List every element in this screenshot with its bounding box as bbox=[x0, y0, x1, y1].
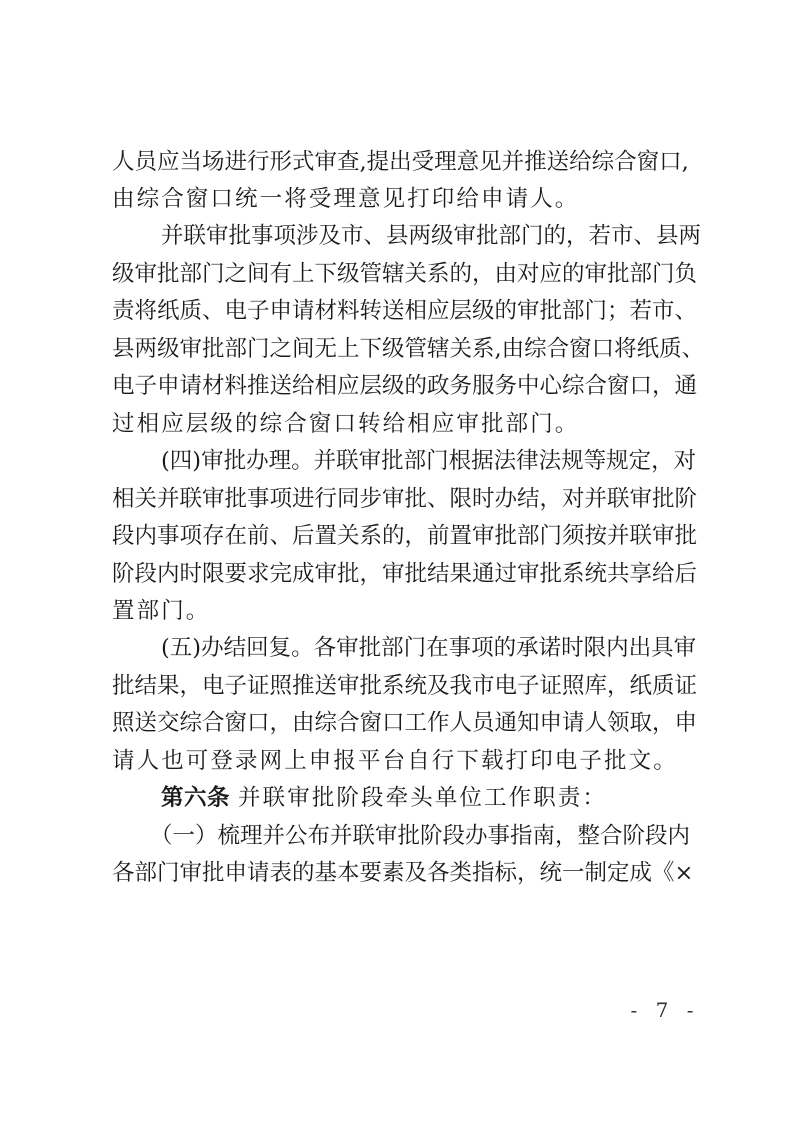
section-5-first-line bbox=[161, 633, 697, 663]
text-line: 责将纸质、电子申请材料转送相应层级的审批部门；若市、 bbox=[112, 298, 698, 324]
section-label: (四) bbox=[161, 448, 202, 474]
article-label: 第六条 bbox=[161, 785, 231, 811]
text-line: 过相应层级的综合窗口转给相应审批部门。 bbox=[112, 411, 580, 437]
text-span: 审批办理。并联审批部门根据法律法规等规定，对 bbox=[201, 448, 697, 474]
text-line: 级审批部门之间有上下级管辖关系的，由对应的审批部门负 bbox=[112, 261, 698, 287]
text-span: 并联审批阶段牵头单位工作职责： bbox=[238, 785, 608, 811]
text-line: 照送交综合窗口，由综合窗口工作人员通知申请人领取，申 bbox=[112, 710, 698, 736]
text-line: 段内事项存在前、后置关系的，前置审批部门须按并联审批 bbox=[112, 523, 698, 549]
text-line: 并联审批事项涉及市、县两级审批部门的，若市、县两 bbox=[161, 223, 702, 249]
text-line: 相关并联审批事项进行同步审批、限时办结，对并联审批阶 bbox=[112, 486, 698, 512]
text-span: 梳理并公布并联审批阶段办事指南，整合阶段内 bbox=[217, 823, 691, 849]
text-line: 县两级审批部门之间无上下级管辖关系,由综合窗口将纸质、 bbox=[112, 336, 705, 362]
text-line: 电子申请材料推送给相应层级的政务服务中心综合窗口，通 bbox=[112, 373, 698, 399]
text-span: 办结回复。各审批部门在事项的承诺时限内出具审 bbox=[201, 635, 697, 661]
section-4-first-line bbox=[161, 446, 697, 476]
text-line: 置部门。 bbox=[112, 598, 211, 624]
text-line: 人员应当场进行形式审查,提出受理意见并推送给综合窗口, bbox=[112, 149, 689, 175]
text-line: 各部门审批申请表的基本要素及各类指标，统一制定成《× bbox=[112, 860, 694, 886]
section-label: (五) bbox=[161, 635, 202, 661]
article-6-heading bbox=[161, 783, 688, 813]
text-line: 由综合窗口统一将受理意见打印给申请人。 bbox=[112, 186, 580, 212]
text-line: 批结果，电子证照推送审批系统及我市电子证照库，纸质证 bbox=[112, 673, 698, 699]
page-number: - 7 - bbox=[630, 998, 700, 1022]
text-line: 阶段内时限要求完成审批，审批结果通过审批系统共享给后 bbox=[112, 561, 698, 587]
article-6-item-1-first-line bbox=[150, 821, 691, 851]
text-line: 请人也可登录网上申报平台自行下载打印电子批文。 bbox=[112, 748, 678, 774]
item-label: （一） bbox=[150, 823, 218, 849]
